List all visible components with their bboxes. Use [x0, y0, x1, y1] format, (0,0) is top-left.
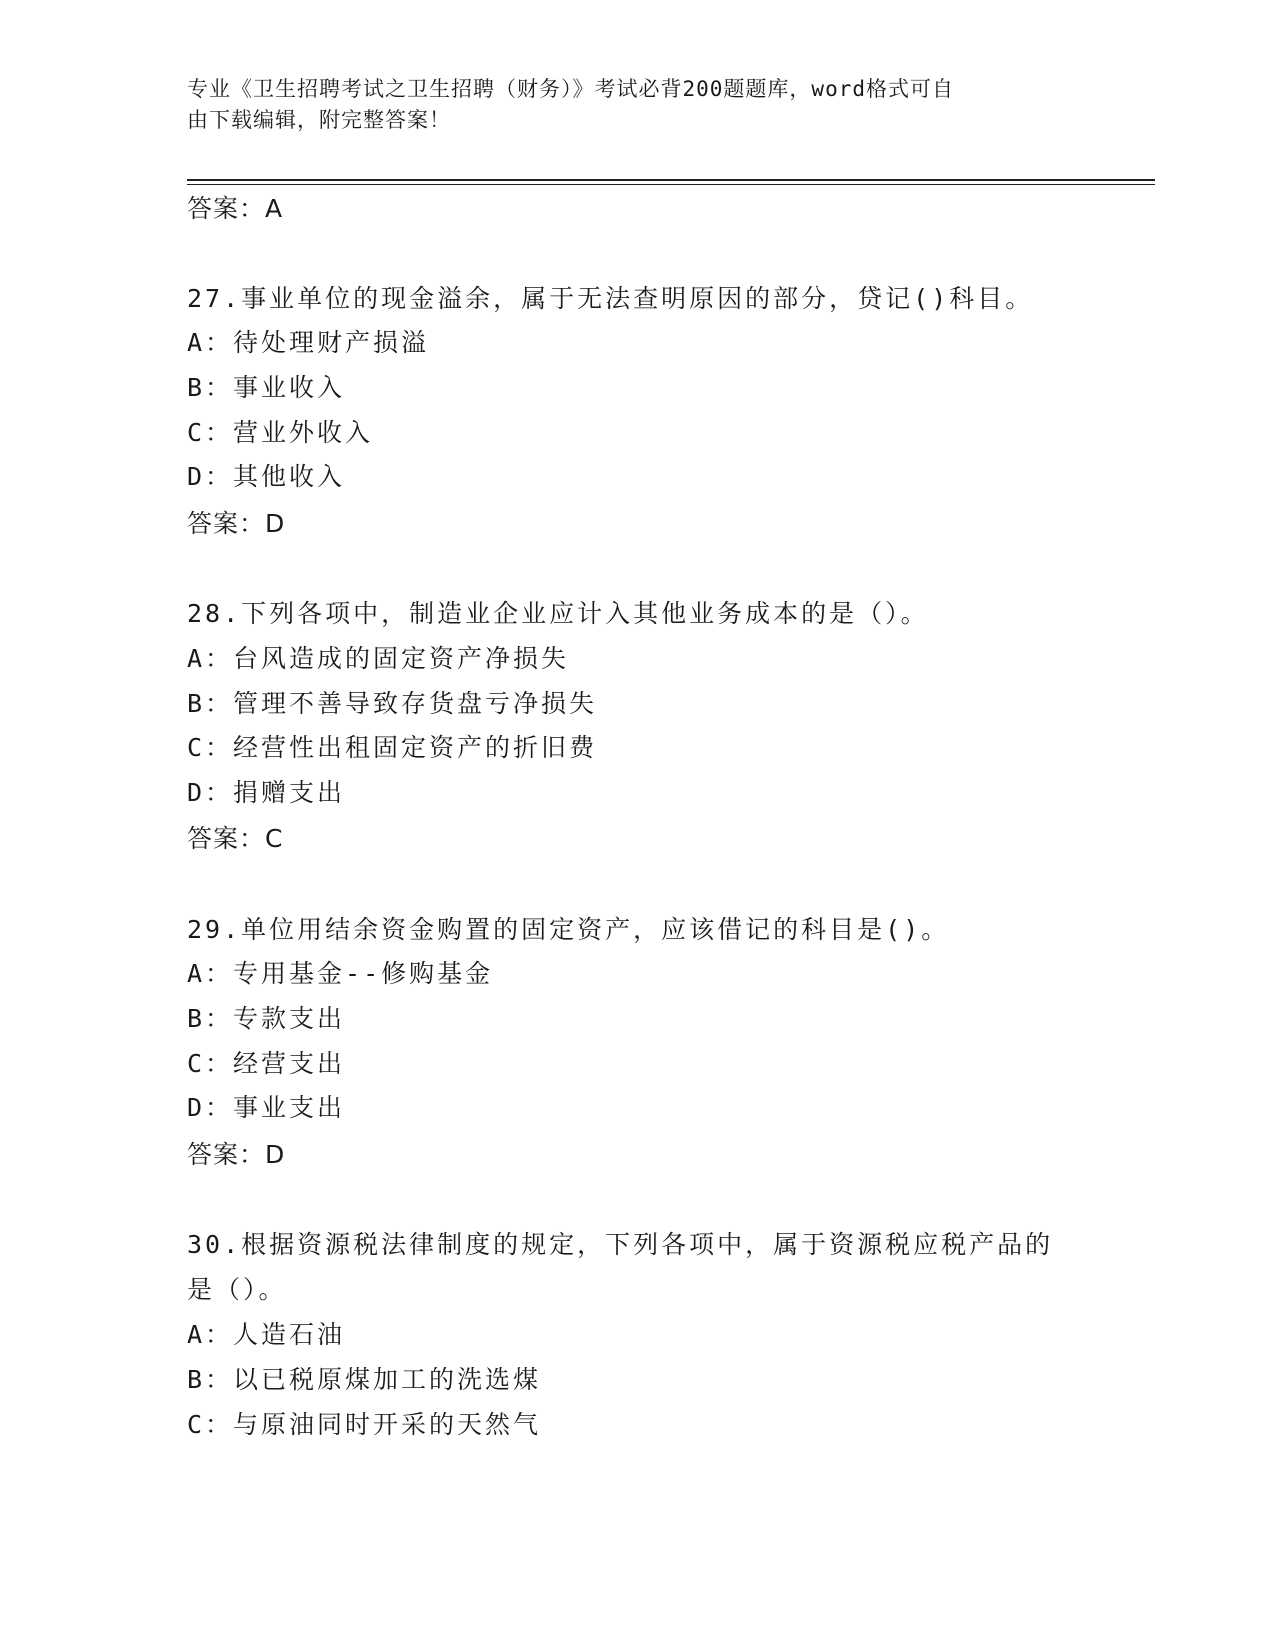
question-29-answer: 答案：D	[187, 1140, 286, 1169]
question-28-option-d: D：捐赠支出	[187, 778, 346, 807]
header-line-1: 专业《卫生招聘考试之卫生招聘（财务）》考试必背200题题库，word格式可自	[187, 77, 954, 101]
header-rule-thin	[187, 184, 1155, 185]
question-29-option-a: A：专用基金--修购基金	[187, 959, 494, 988]
question-30-stem-line-2: 是（）。	[187, 1275, 287, 1304]
question-27-option-c: C：营业外收入	[187, 418, 374, 447]
question-28-option-a: A：台风造成的固定资产净损失	[187, 644, 570, 673]
header-rule-thick	[187, 179, 1155, 181]
question-27-option-a: A：待处理财产损溢	[187, 328, 430, 357]
question-27-option-b: B：事业收入	[187, 373, 346, 402]
question-29-option-b: B：专款支出	[187, 1004, 346, 1033]
question-30-option-a: A：人造石油	[187, 1320, 346, 1349]
document-header	[187, 74, 1067, 136]
answer-prev: 答案：A	[187, 194, 284, 223]
question-30-stem-line-1: 30.根据资源税法律制度的规定，下列各项中，属于资源税应税产品的	[187, 1230, 1054, 1259]
question-30-option-b: B：以已税原煤加工的洗选煤	[187, 1365, 542, 1394]
question-28-stem: 28.下列各项中，制造业企业应计入其他业务成本的是（）。	[187, 599, 929, 628]
question-29-stem: 29.单位用结余资金购置的固定资产，应该借记的科目是()。	[187, 915, 950, 944]
question-28-answer: 答案：C	[187, 824, 284, 853]
question-30-option-c: C：与原油同时开采的天然气	[187, 1410, 542, 1439]
question-28-option-c: C：经营性出租固定资产的折旧费	[187, 733, 598, 762]
question-27-option-d: D：其他收入	[187, 462, 346, 491]
question-27-stem: 27.事业单位的现金溢余，属于无法查明原因的部分，贷记()科目。	[187, 284, 1034, 313]
question-27-answer: 答案：D	[187, 509, 286, 538]
question-29-option-d: D：事业支出	[187, 1093, 346, 1122]
header-line-2: 由下载编辑，附完整答案！	[187, 108, 451, 132]
question-29-option-c: C：经营支出	[187, 1049, 346, 1078]
question-28-option-b: B：管理不善导致存货盘亏净损失	[187, 689, 598, 718]
